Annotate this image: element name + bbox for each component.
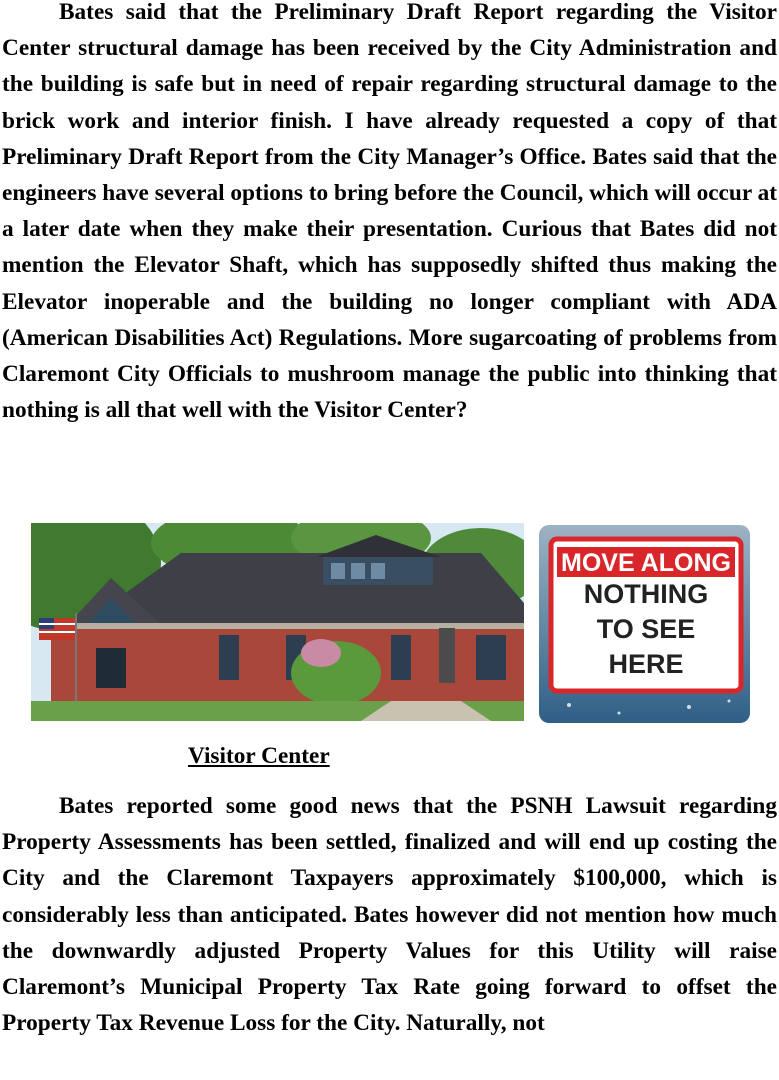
- sign-line-4: HERE: [608, 649, 684, 679]
- paragraph-psnh-lawsuit: Bates reported some good news that the PSNH Lawsuit regarding Property Assessments has been settled, finalized and will end up costing the City and the Claremont Taxpayers approximately $100,000, which is considerably less than anticipated. Bates however did not mention how much the downwardly adjusted Property Values for this Utility will raise Claremont’s Municipal Property Tax Rate going forward to offset the Property Tax Revenue Loss for the City. Naturally, not: [2, 793, 777, 1037]
- photo-caption: Visitor Center: [188, 743, 330, 769]
- sign-line-1: MOVE ALONG: [561, 549, 731, 577]
- paragraph-visitor-center: Bates said that the Preliminary Draft Report regarding the Visitor Center structural damage has been received by the City Administration and the building is safe but in need of repair regarding structural damage to the brick work and interior finish. I have already requested a copy of that Preliminary Draft Report from the City Manager’s Office. Bates said that the engineers have several options to bring before the Council, which will occur at a later date when they make their presentation. Curious that Bates did not mention the Elevator Shaft, which has supposedly shifted thus making the Elevator inoperable and the building no longer compliant with ADA (American Disabilities Act) Regulations. More sugarcoating of problems from Claremont City Officials to mushroom manage the public into thinking that nothing is all that well with the Visitor Center?: [2, 0, 778, 424]
- move-along-sign-image: [539, 525, 750, 723]
- visitor-center-photo: [31, 523, 524, 721]
- sign-line-2: NOTHING: [583, 579, 709, 609]
- sign-line-3: TO SEE: [596, 614, 696, 644]
